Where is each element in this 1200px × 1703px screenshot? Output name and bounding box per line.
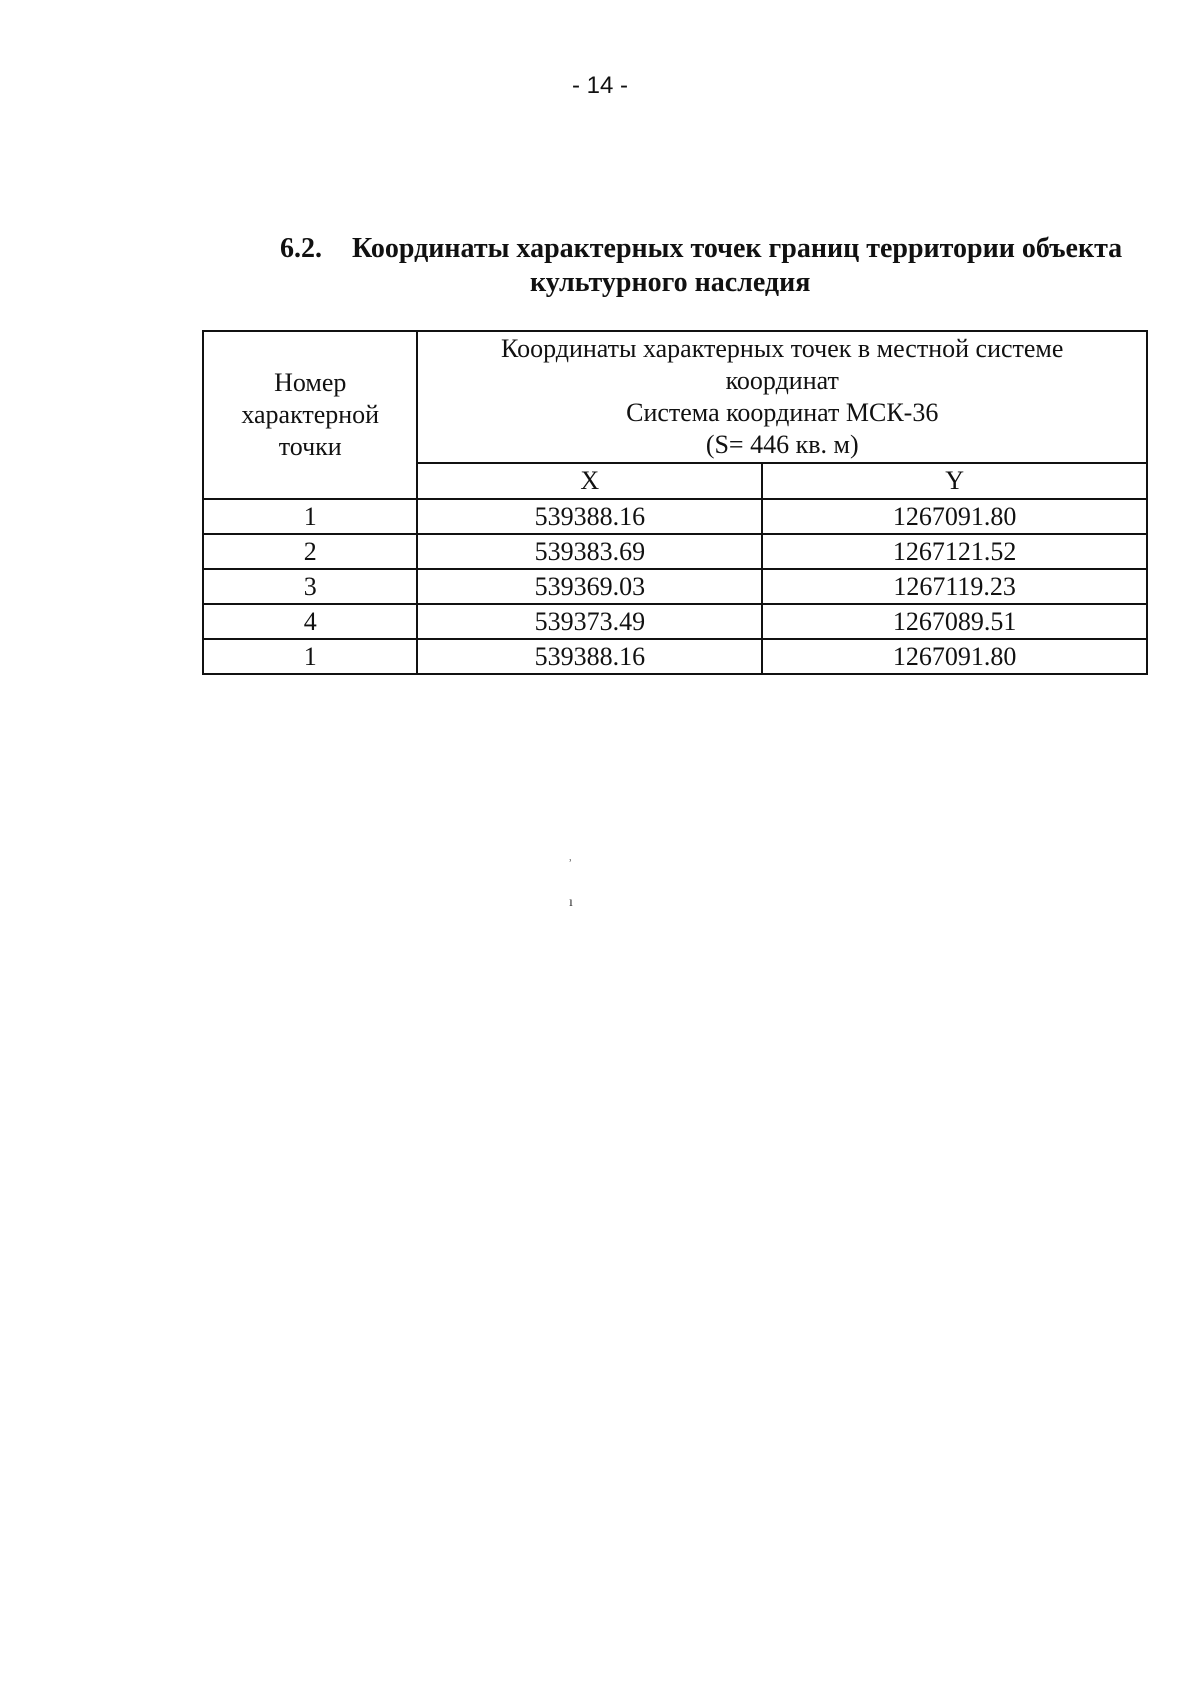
point-cell: 1 <box>203 499 417 534</box>
coordinates-header <box>417 331 1147 463</box>
point-cell: 1 <box>203 639 417 674</box>
y-cell: 1267091.80 <box>762 499 1147 534</box>
x-cell: 539388.16 <box>417 499 762 534</box>
coords-header-line: Система координат МСК-36 <box>626 398 939 427</box>
point-header-line: характерной <box>241 400 380 429</box>
coordinates-table <box>202 330 1148 675</box>
section-title-line-2: культурного наследия <box>530 267 811 298</box>
y-cell: 1267119.23 <box>762 569 1147 604</box>
coords-header-line: координат <box>725 366 839 395</box>
section-heading <box>280 232 1160 300</box>
x-cell: 539383.69 <box>417 534 762 569</box>
x-cell: 539373.49 <box>417 604 762 639</box>
coords-header-line: Координаты характерных точек в местной системе <box>501 334 1064 363</box>
point-cell: 4 <box>203 604 417 639</box>
y-cell: 1267121.52 <box>762 534 1147 569</box>
point-header-line: Номер <box>274 368 347 397</box>
point-number-header <box>203 331 417 499</box>
table-row <box>203 569 1147 604</box>
section-title-line-1: Координаты характерных точек границ территории объекта <box>352 233 1123 264</box>
y-header: Y <box>762 463 1147 499</box>
point-header-line: точки <box>278 432 342 461</box>
table-row <box>203 604 1147 639</box>
point-cell: 3 <box>203 569 417 604</box>
point-cell: 2 <box>203 534 417 569</box>
table-row <box>203 639 1147 674</box>
x-cell: 539388.16 <box>417 639 762 674</box>
page-number: - 14 - <box>571 72 628 99</box>
table-header-row <box>203 331 1147 463</box>
stray-mark: ı <box>569 895 573 910</box>
coords-header-line: (S= 446 кв. м) <box>705 430 859 459</box>
x-header: X <box>417 463 762 499</box>
y-cell: 1267089.51 <box>762 604 1147 639</box>
section-number: 6.2. <box>280 233 322 264</box>
table-row <box>203 534 1147 569</box>
table-row <box>203 499 1147 534</box>
x-cell: 539369.03 <box>417 569 762 604</box>
y-cell: 1267091.80 <box>762 639 1147 674</box>
stray-mark: ʾ <box>568 858 573 873</box>
